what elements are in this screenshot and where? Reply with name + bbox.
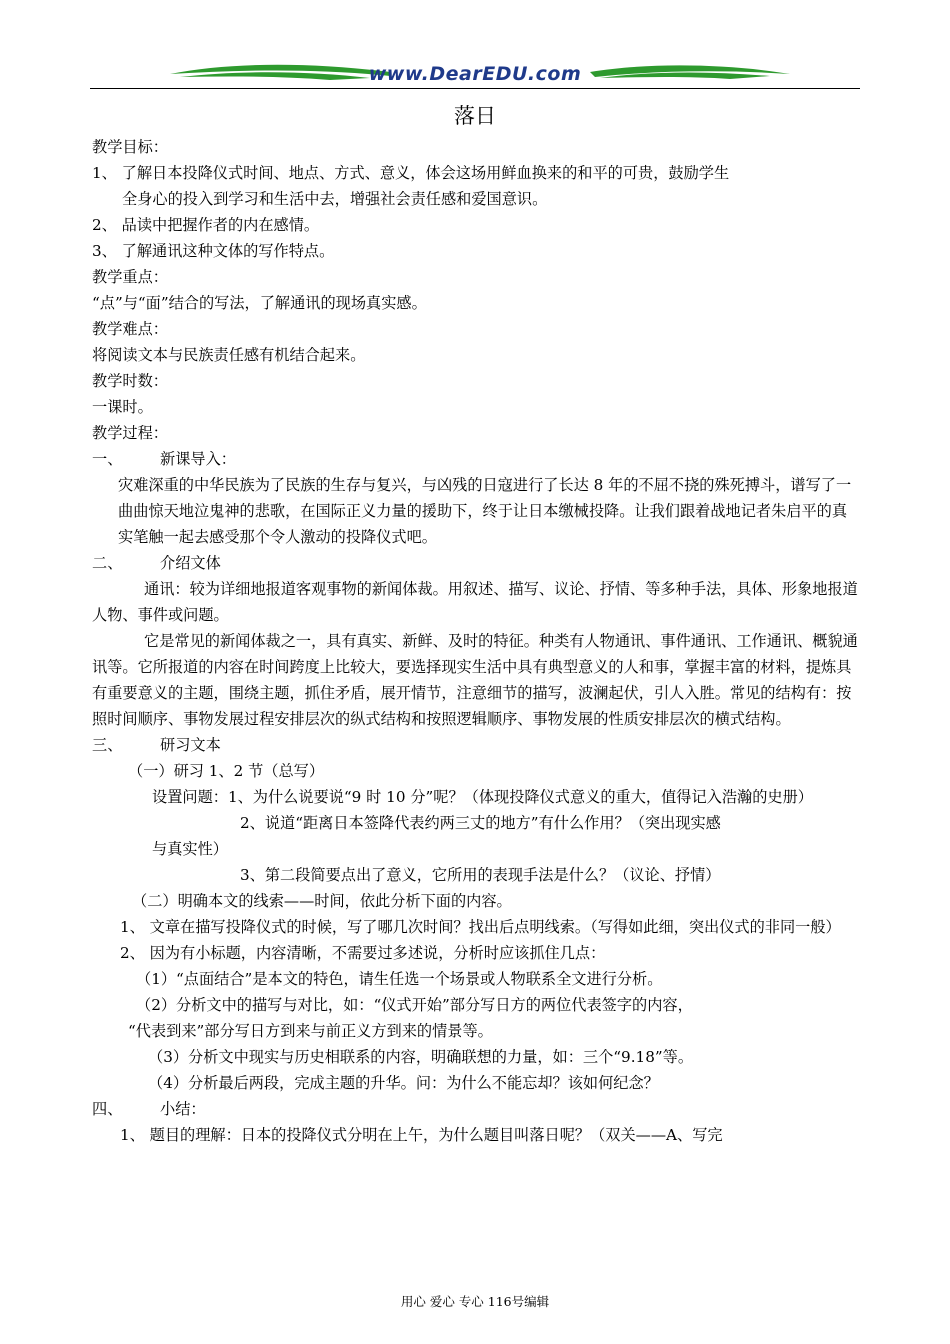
header-rule [90, 88, 860, 89]
part-3-question-2: 2、说道“距离日本签降代表约两三丈的地方”有什么作用？（突出现实感 [240, 814, 721, 832]
part-4-title: 小结： [160, 1100, 206, 1118]
part-4-number: 四、 [92, 1100, 123, 1118]
site-brand: www.DearEDU.com [368, 63, 582, 85]
site-header [90, 58, 860, 90]
goal-item-3: 3、 了解通讯这种文体的写作特点。 [92, 242, 335, 260]
focus-text: “点”与“面”结合的写法，了解通讯的现场真实感。 [92, 294, 427, 312]
part-4-heading [92, 1096, 862, 1122]
part-3-sub-1: （一）研习 1、2 节（总写） [128, 762, 325, 780]
part-2-title: 介绍文体 [160, 554, 221, 572]
part-3-item-2-1: （1）“点面结合”是本文的特色，请生任选一个场景或人物联系全文进行分析。 [136, 970, 663, 988]
goal-item-2: 2、 品读中把握作者的内在感情。 [92, 216, 320, 234]
goal-item-1-cont: 全身心的投入到学习和生活中去，增强社会责任感和爱国意识。 [122, 190, 548, 208]
part-3-title: 研习文本 [160, 736, 221, 754]
difficulty-text: 将阅读文本与民族责任感有机结合起来。 [92, 346, 366, 364]
part-1-title: 新课导入： [160, 450, 236, 468]
focus-heading: 教学重点： [92, 268, 168, 286]
part-3-item-2-3: （3）分析文中现实与历史相联系的内容，明确联想的力量，如：三个“9.18”等。 [148, 1048, 694, 1066]
part-1-text: 灾难深重的中华民族为了民族的生存与复兴，与凶残的日寇进行了长达 8 年的不屈不挠的殊死搏斗，谱写了一曲曲惊天地泣鬼神的悲歌，在国际正义力量的援助下，终于让日本缴械投降。让我们跟着战地记者朱启平的真实笔触一起去感受那个令人激动的投降仪式吧。 [118, 476, 852, 546]
part-3-number: 三、 [92, 736, 123, 754]
process-heading: 教学过程： [92, 424, 168, 442]
part-2-number: 二、 [92, 554, 123, 572]
part-3-item-2-4: （4）分析最后两段，完成主题的升华。问：为什么不能忘却？该如何纪念？ [148, 1074, 659, 1092]
part-3-item-2: 2、 因为有小标题，内容清晰，不需要过多述说，分析时应该抓住几点： [120, 944, 606, 962]
part-3-item-2-2-cont: “代表到来”部分写日方到来与前正义方到来的情景等。 [128, 1022, 493, 1040]
part-3-sub-2: （二）明确本文的线索——时间，依此分析下面的内容。 [132, 892, 512, 910]
goal-item-1: 1、 了解日本投降仪式时间、地点、方式、意义，体会这场用鲜血换来的和平的可贵，鼓励学生 [92, 164, 730, 182]
hours-text: 一课时。 [92, 398, 153, 416]
part-3-heading [92, 732, 862, 758]
difficulty-heading: 教学难点： [92, 320, 168, 338]
part-1-number: 一、 [92, 450, 123, 468]
part-3-item-2-2: （2）分析文中的描写与对比，如：“仪式开始”部分写日方的两位代表签字的内容， [136, 996, 693, 1014]
part-3-question-3: 3、第二段简要点出了意义，它所用的表现手法是什么？（议论、抒情） [240, 866, 721, 884]
part-3-question-1: 设置问题：1、为什么说要说“9 时 10 分”呢？（体现投降仪式意义的重大，值得记入浩瀚的史册） [152, 788, 813, 806]
document-title: 落日 [454, 104, 496, 128]
page-footer: 用心 爱心 专心 116号编辑 [400, 1294, 550, 1309]
document-body [92, 134, 862, 1148]
part-3-question-2-cont: 与真实性） [152, 840, 228, 858]
part-3-item-1: 1、 文章在描写投降仪式的时候，写了哪几次时间？找出后点明线索。（写得如此细，突出仪式的非同一般） [120, 918, 841, 936]
hours-heading: 教学时数： [92, 372, 168, 390]
part-2-text-2: 它是常见的新闻体裁之一，具有真实、新鲜、及时的特征。种类有人物通讯、事件通讯、工作通讯、概貌通讯等。它所报道的内容在时间跨度上比较大，要选择现实生活中具有典型意义的人和事，掌握丰富的材料，提炼具有重要意义的主题，围绕主题，抓住矛盾，展开情节，注意细节的描写，波澜起伏，引人入胜。常见的结构有：按照时间顺序、事物发展过程安排层次的纵式结构和按照逻辑顺序、事物发展的性质安排层次的横式结构。 [92, 632, 858, 728]
part-2-heading [92, 550, 862, 576]
part-4-item-1: 1、 题目的理解：日本的投降仪式分明在上午，为什么题目叫落日呢？（双关——A、写完 [120, 1126, 723, 1144]
part-2-text-1: 通讯：较为详细地报道客观事物的新闻体裁。用叙述、描写、议论、抒情、等多种手法，具体、形象地报道人物、事件或问题。 [92, 580, 858, 624]
part-1-heading [92, 446, 862, 472]
goal-heading: 教学目标： [92, 138, 168, 156]
